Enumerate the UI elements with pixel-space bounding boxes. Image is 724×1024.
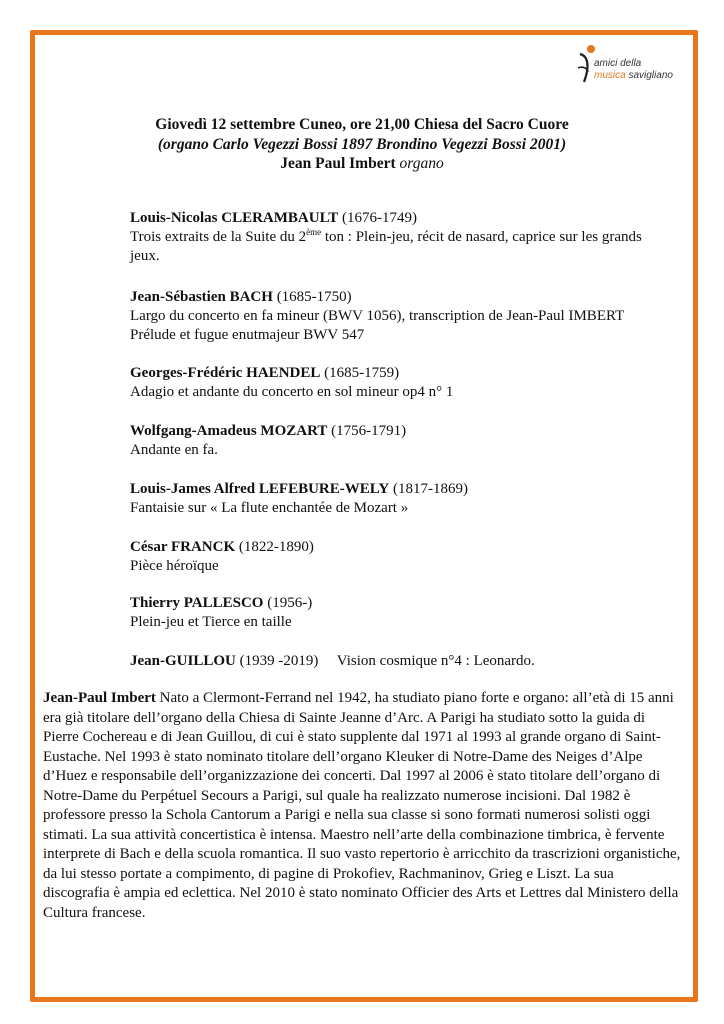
work-item: Andante en fa. xyxy=(130,442,218,458)
program-item-guillou xyxy=(130,652,690,671)
work-item: Adagio et andante du concerto en sol mineur op4 n° 1 xyxy=(130,384,454,400)
composer-name: Wolfgang-Amadeus MOZART xyxy=(130,423,328,439)
performer-line xyxy=(0,155,724,173)
composer-name: César FRANCK xyxy=(130,539,236,555)
work-item: Prélude et fugue enutmajeur BWV 547 xyxy=(130,327,365,343)
composer-dates: (1822-1890) xyxy=(235,539,314,555)
program-item-franck xyxy=(130,538,690,576)
program-item-bach xyxy=(130,288,690,345)
composer-name: Georges-Frédéric HAENDEL xyxy=(130,365,321,381)
composer-name: Jean-Sébastien BACH xyxy=(130,289,273,305)
bio-text: Nato a Clermont-Ferrand nel 1942, ha studiato piano forte e organo: all’età di 15 anni era già titolare dell’organo della Chiesa di Sainte Jeanne d’Arc. A Parigi ha studiato sotto la guida di Pierre Cochereau e di Jean Guillou, di cui è stato supplente dal 1971 al 1993 al grande organo di Saint-Eustache. Nel 1993 è stato nominato titolare dell’organo Kleuker di Notre-Dame des Neiges d’Alpe d’Huez e responsabile dell’organizzazione dei concerti. Dal 1997 al 2006 è stato titolare dell’organo di Notre-Dame du Perpétuel Secours a Parigi, sul quale ha realizzato numerose incisioni. Dal 1982 è professore presso la Schola Cantorum a Parigi e nella sua classe si sono formati numerosi solisti oggi stimati. La sua attività concertistica è intensa. Maestro nell’arte della combinazione timbrica, è fervente interprete di Bach e della scuola romantica. Il suo vasto repertorio è arricchito da trascrizioni organistiche, da lui stesso portate a compimento, di pagine di Prokofiev, Rachmaninov, Grieg e Liszt. La sua discografia è ampia ed eclettica. Nel 2010 è stato nominato Officier des Arts et Lettres dal Ministero della Cultura francese. xyxy=(43,690,681,921)
work-item: Fantaisie sur « La flute enchantée de Mozart » xyxy=(130,500,409,516)
composer-dates: (1817-1869) xyxy=(389,481,468,497)
organ-info: (organo Carlo Vegezzi Bossi 1897 Brondino Vegezzi Bossi 2001) xyxy=(157,136,567,153)
composer-name: Thierry PALLESCO xyxy=(130,595,264,611)
work-list: Trois extraits de la Suite du 2ème ton : Plein-jeu, récit de nasard, caprice sur les grands jeux. xyxy=(130,227,642,264)
performer-name: Jean Paul Imbert xyxy=(280,155,396,172)
logo-text-line2: musica savigliano xyxy=(594,70,673,81)
program-item-lefebure-wely xyxy=(130,480,690,518)
work-item: Pièce héroïque xyxy=(130,558,219,574)
program-item-pallesco xyxy=(130,594,690,632)
composer-dates: (1685-1759) xyxy=(320,365,400,381)
program-item-clerambault xyxy=(130,209,690,266)
logo-text-line1: amici della xyxy=(594,58,642,69)
composer-name: Louis-James Alfred LEFEBURE-WELY xyxy=(130,481,390,497)
composer-dates: (1685-1750) xyxy=(272,289,352,305)
composer-dates: (1676-1749) xyxy=(338,210,417,226)
program-item-haendel xyxy=(130,364,690,402)
logo xyxy=(576,42,694,92)
composer-name: Louis-Nicolas CLERAMBAULT xyxy=(130,210,339,226)
concert-date-venue: Giovedì 12 settembre Cuneo, ore 21,00 Chiesa del Sacro Cuore xyxy=(155,116,569,133)
composer-dates-and-work: (1939 -2019) Vision cosmique n°4 : Leonardo. xyxy=(235,653,535,669)
performer-instrument: organo xyxy=(399,155,444,172)
composer-name: Jean-GUILLOU xyxy=(130,653,236,669)
work-item: Plein-jeu et Tierce en taille xyxy=(130,614,292,630)
composer-dates: (1756-1791) xyxy=(327,423,407,439)
program-item-mozart xyxy=(130,422,690,460)
work-item: Largo du concerto en fa mineur (BWV 1056), transcription de Jean-Paul IMBERT xyxy=(130,308,625,324)
bio-name: Jean-Paul Imbert xyxy=(43,690,156,706)
composer-dates: (1956-) xyxy=(263,595,313,611)
performer-biography xyxy=(43,689,683,923)
